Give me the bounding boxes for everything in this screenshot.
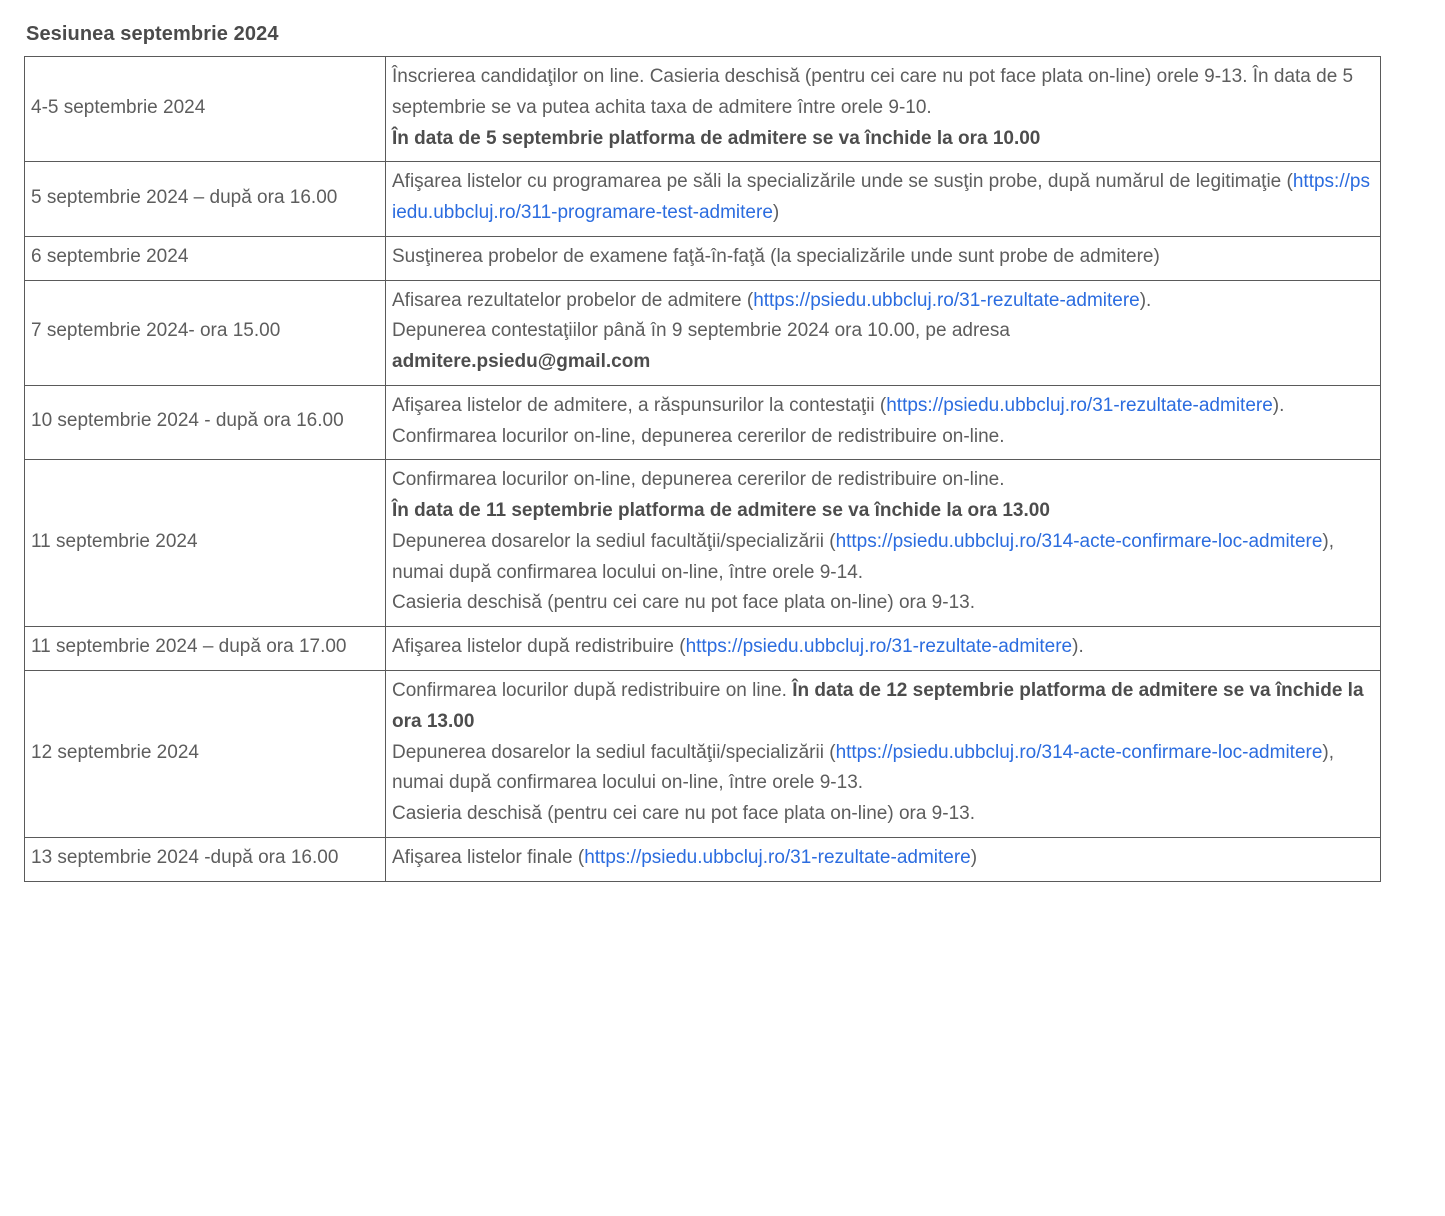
description-line xyxy=(392,124,1374,155)
page-title: Sesiunea septembrie 2024 xyxy=(26,23,279,45)
schedule-description-cell xyxy=(386,460,1381,627)
schedule-date-cell: 6 septembrie 2024 xyxy=(25,236,386,280)
schedule-date-cell: 7 septembrie 2024- ora 15.00 xyxy=(25,280,386,385)
schedule-description-cell xyxy=(386,385,1381,460)
description-line xyxy=(392,62,1374,124)
schedule-date-cell: 10 septembrie 2024 - după ora 16.00 xyxy=(25,385,386,460)
external-link[interactable]: https://psiedu.ubbcluj.ro/31-rezultate-admitere xyxy=(886,394,1273,416)
body-text: Afişarea listelor de admitere, a răspunsurilor la contestaţii ( xyxy=(392,394,887,416)
schedule-table-body xyxy=(25,57,1381,882)
body-text: Confirmarea locurilor după redistribuire on line. xyxy=(392,680,793,702)
schedule-date-cell: 4-5 septembrie 2024 xyxy=(25,57,386,162)
body-text: Casieria deschisă (pentru cei care nu pot face plata on-line) ora 9-13. xyxy=(392,592,975,614)
table-row xyxy=(25,162,1381,237)
description-line xyxy=(392,799,1374,830)
description-line xyxy=(392,391,1374,422)
schedule-description-cell xyxy=(386,236,1381,280)
description-line xyxy=(392,496,1374,527)
description-line xyxy=(392,316,1374,347)
body-text: ) xyxy=(970,846,978,868)
table-row xyxy=(25,57,1381,162)
schedule-description-cell xyxy=(386,280,1381,385)
table-row xyxy=(25,671,1381,838)
schedule-date-cell: 13 septembrie 2024 -după ora 16.00 xyxy=(25,837,386,881)
schedule-description-cell xyxy=(386,837,1381,881)
table-row xyxy=(25,385,1381,460)
schedule-description-cell xyxy=(386,627,1381,671)
table-row xyxy=(25,460,1381,627)
emphasis-text: În data de 5 septembrie platforma de admitere se va închide la ora 10.00 xyxy=(392,127,1041,149)
description-line xyxy=(392,632,1374,663)
description-line xyxy=(392,676,1374,738)
body-text: Depunerea dosarelor la sediul facultăţii/specializării ( xyxy=(392,530,836,552)
schedule-description-cell xyxy=(386,671,1381,838)
emphasis-text: În data de 12 septembrie platforma de admitere se va închide la ora 13.00 xyxy=(392,680,1364,732)
description-line xyxy=(392,167,1374,229)
schedule-date-cell: 11 septembrie 2024 – după ora 17.00 xyxy=(25,627,386,671)
description-line xyxy=(392,527,1374,589)
external-link[interactable]: https://psiedu.ubbcluj.ro/31-rezultate-admitere xyxy=(753,289,1140,311)
description-line xyxy=(392,465,1374,496)
body-text: ). xyxy=(1072,636,1084,658)
external-link[interactable]: https://psiedu.ubbcluj.ro/31-rezultate-admitere xyxy=(584,846,971,868)
body-text: ) xyxy=(772,202,780,224)
description-line xyxy=(392,422,1374,453)
body-text: Afisarea rezultatelor probelor de admitere ( xyxy=(392,289,754,311)
external-link[interactable]: https://psiedu.ubbcluj.ro/31-rezultate-admitere xyxy=(685,636,1073,658)
body-text: Afişarea listelor finale ( xyxy=(392,846,585,868)
schedule-description-cell xyxy=(386,57,1381,162)
schedule-date-cell: 11 septembrie 2024 xyxy=(25,460,386,627)
body-text: ). xyxy=(1272,394,1285,416)
body-text: ). xyxy=(1139,289,1152,311)
body-text: Afişarea listelor după redistribuire ( xyxy=(392,636,686,658)
table-row xyxy=(25,627,1381,671)
body-text: ), numai după confirmarea locului on-line, între orele 9-13. xyxy=(392,741,1335,794)
schedule-description-cell xyxy=(386,162,1381,237)
description-line xyxy=(392,738,1374,800)
body-text: Depunerea dosarelor la sediul facultăţii/specializării ( xyxy=(392,741,836,763)
schedule-date-cell: 5 septembrie 2024 – după ora 16.00 xyxy=(25,162,386,237)
table-row xyxy=(25,280,1381,385)
body-text: ), numai după confirmarea locului on-line, între orele 9-14. xyxy=(392,530,1335,583)
external-link[interactable]: https://psiedu.ubbcluj.ro/311-programare-test-admitere xyxy=(392,171,1370,224)
description-line xyxy=(392,843,1374,874)
schedule-date-cell: 12 septembrie 2024 xyxy=(25,671,386,838)
external-link[interactable]: https://psiedu.ubbcluj.ro/314-acte-confirmare-loc-admitere xyxy=(835,741,1323,763)
body-text: Confirmarea locurilor on-line, depunerea cererilor de redistribuire on-line. xyxy=(392,469,1005,491)
table-row xyxy=(25,236,1381,280)
description-line xyxy=(392,242,1374,273)
body-text: Afişarea listelor cu programarea pe săli la specializările unde se susţin probe, după numărul de legitimaţie ( xyxy=(392,171,1293,193)
body-text: Înscrierea candidaţilor on line. Casieria deschisă (pentru cei care nu pot face plata on-line) orele 9-13. În data de 5 septembrie se va putea achita taxa de admitere între orele 9-10. xyxy=(392,66,1354,118)
body-text: Susţinerea probelor de examene faţă-în-faţă (la specializările unde sunt probe de admitere) xyxy=(392,245,1160,267)
body-text: Casieria deschisă (pentru cei care nu pot face plata on-line) ora 9-13. xyxy=(392,803,975,825)
body-text: Confirmarea locurilor on-line, depunerea cererilor de redistribuire on-line. xyxy=(392,425,1005,447)
description-line xyxy=(392,588,1374,619)
external-link[interactable]: https://psiedu.ubbcluj.ro/314-acte-confirmare-loc-admitere xyxy=(835,530,1323,552)
emphasis-text: admitere.psiedu@gmail.com xyxy=(392,351,651,373)
emphasis-text: În data de 11 septembrie platforma de admitere se va închide la ora 13.00 xyxy=(392,500,1050,522)
description-line xyxy=(392,347,1374,378)
description-line xyxy=(392,286,1374,317)
body-text: Depunerea contestaţiilor până în 9 septembrie 2024 ora 10.00, pe adresa xyxy=(392,320,1010,342)
admission-schedule-table xyxy=(24,56,1381,882)
table-row xyxy=(25,837,1381,881)
